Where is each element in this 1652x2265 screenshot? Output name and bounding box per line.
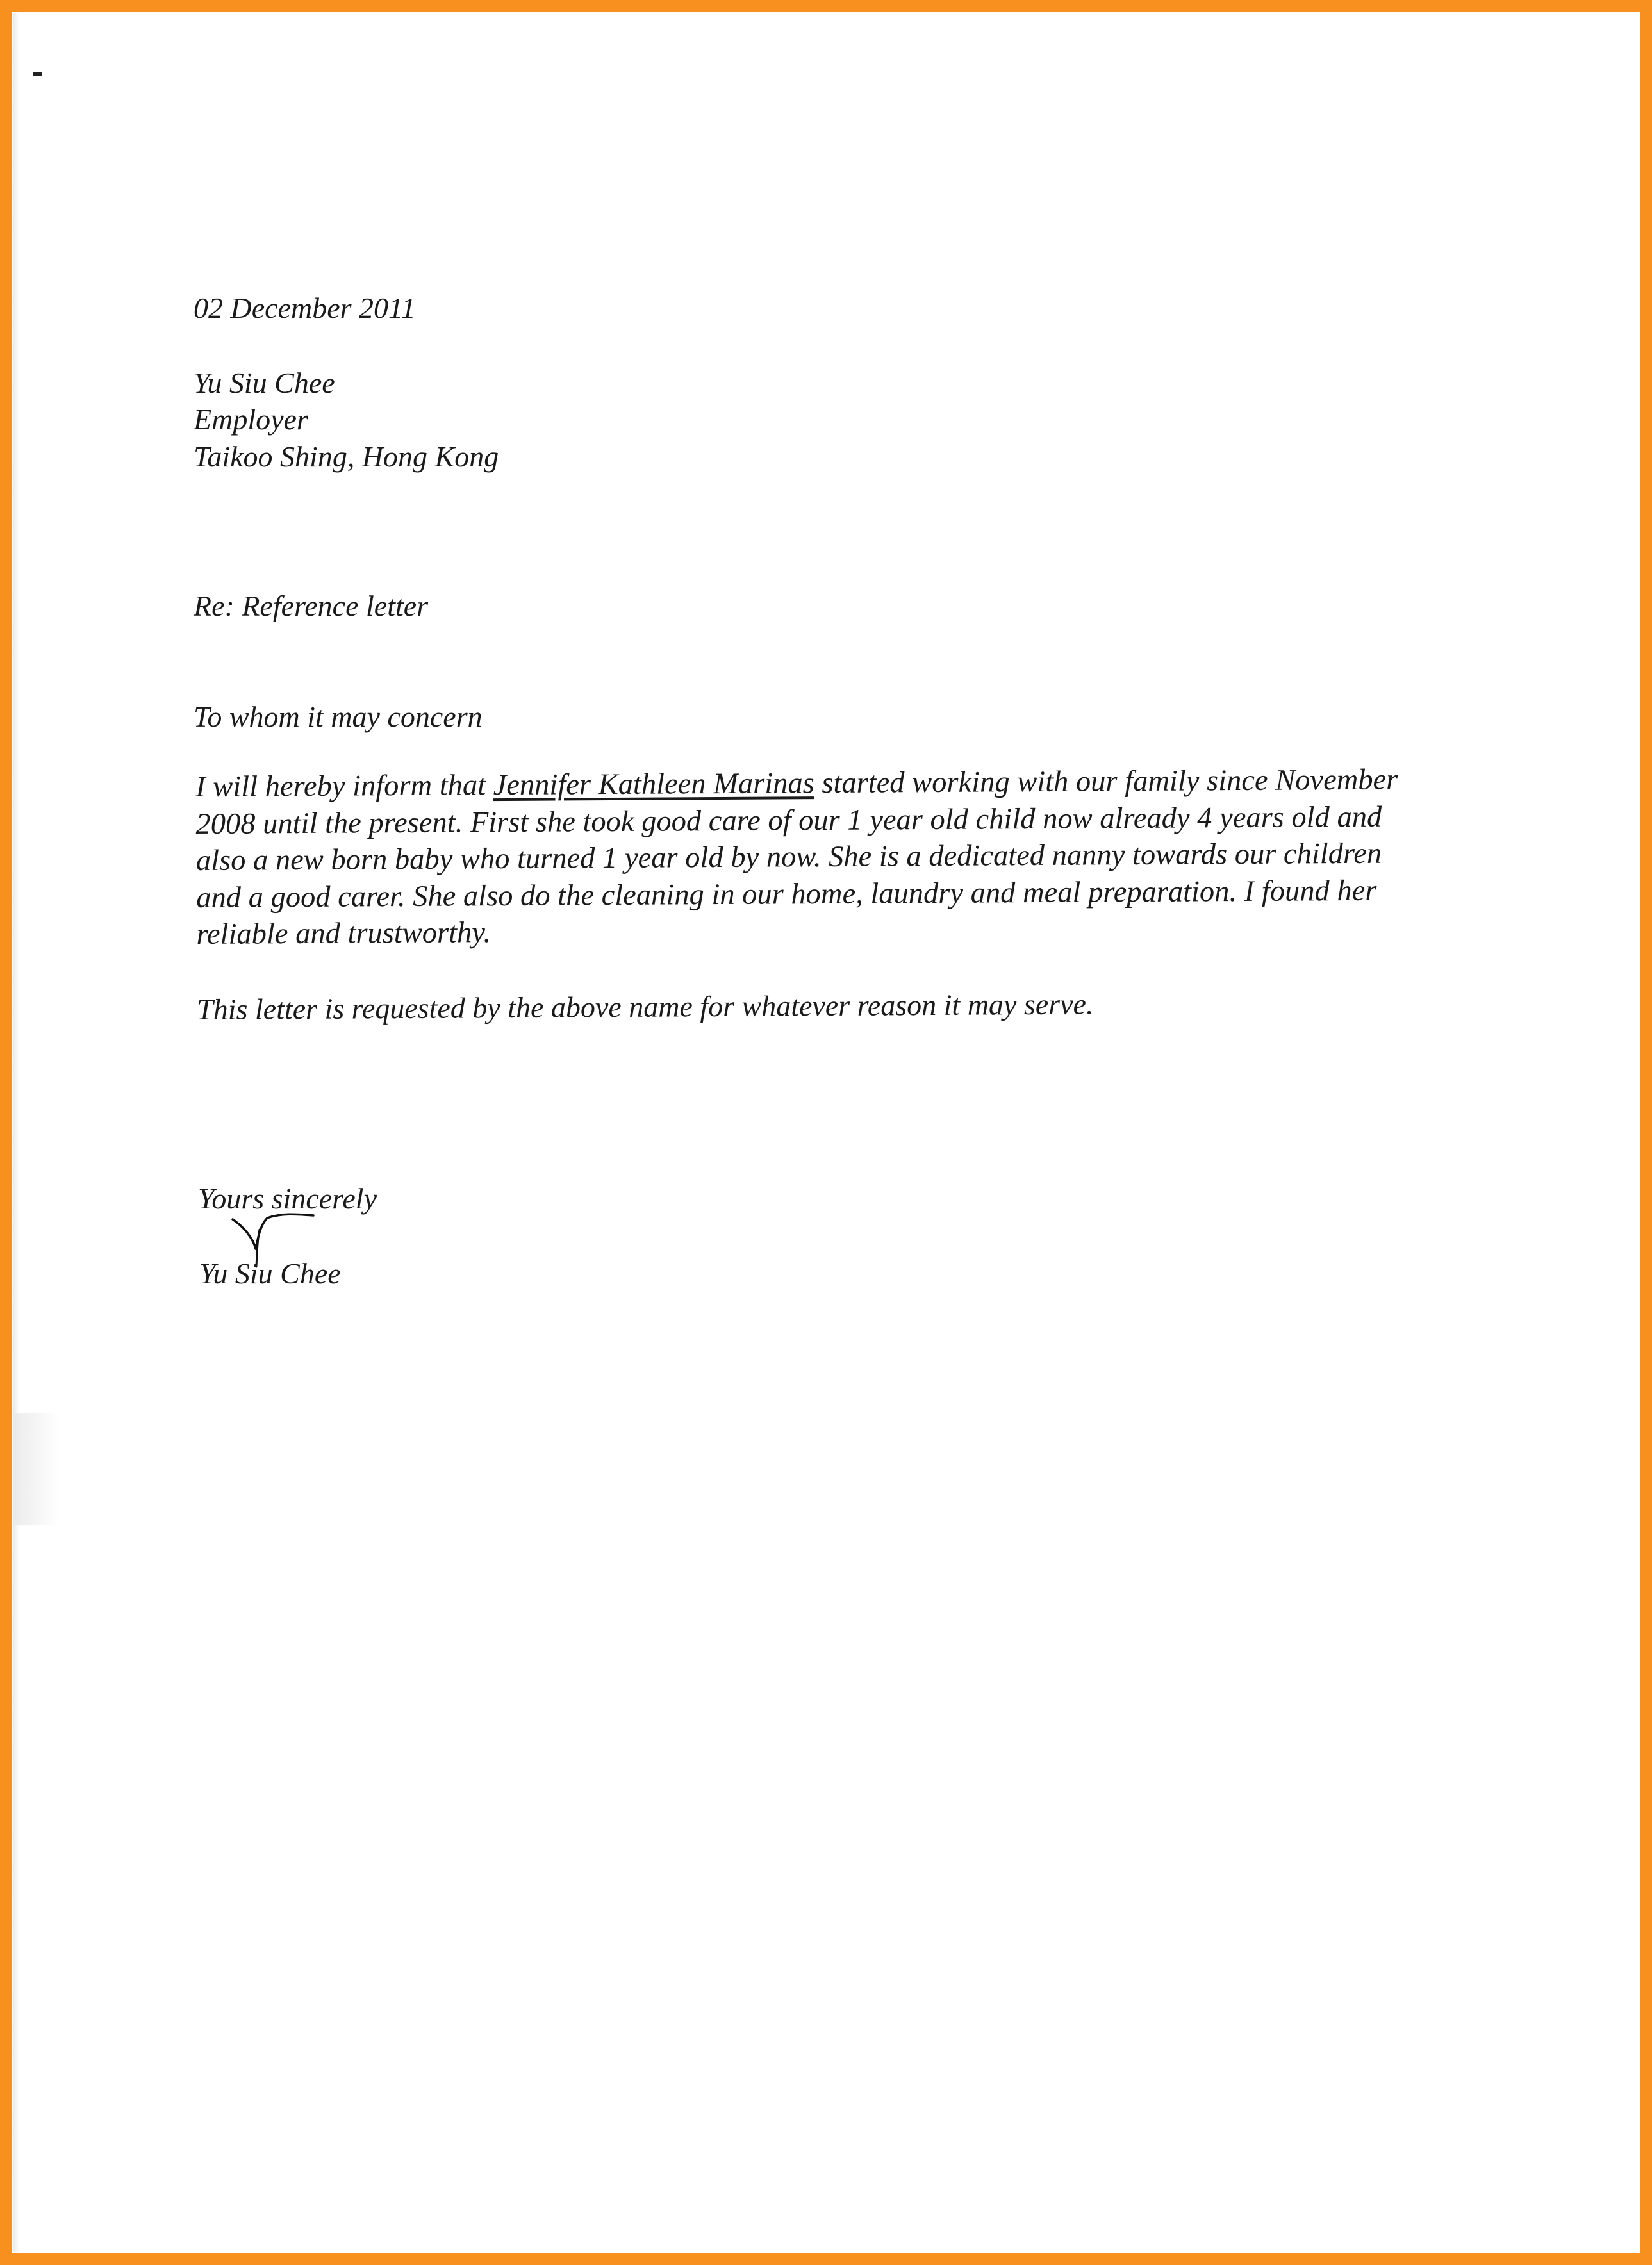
body-line-3: also a new born baby who turned 1 year old by now. She is a dedicated nanny towards our children (195, 837, 1382, 877)
letter-date: 02 December 2011 (194, 292, 416, 324)
signer-name: Yu Siu Chee (199, 1257, 341, 1290)
body-line-1-suffix: started working with our family since November (814, 763, 1398, 800)
sender-address: Taikoo Shing, Hong Kong (194, 440, 499, 473)
scan-edge-shadow (13, 13, 19, 2252)
letter-subject: Re: Reference letter (194, 589, 429, 622)
letter-body (195, 761, 1504, 953)
letter-closing: Yours sincerely (198, 1182, 377, 1215)
body-line-2: 2008 until the present. First she took good care of our 1 year old child now already 4 years old and (195, 800, 1382, 841)
scan-smudge (13, 1413, 59, 1525)
body-line-4: and a good carer. She also do the cleaning in our home, laundry and meal preparation. I found her (196, 874, 1377, 914)
request-line: This letter is requested by the above name for whatever reason it may serve. (196, 987, 1094, 1026)
body-line-5: reliable and trustworthy. (196, 916, 491, 951)
sender-title: Employer (194, 403, 308, 436)
body-line-1-prefix: I will hereby inform that (195, 769, 493, 803)
sender-name: Yu Siu Chee (194, 367, 335, 399)
scan-mark (33, 72, 42, 76)
employee-name: Jennifer Kathleen Marinas (493, 767, 814, 802)
letter-salutation: To whom it may concern (194, 700, 483, 733)
